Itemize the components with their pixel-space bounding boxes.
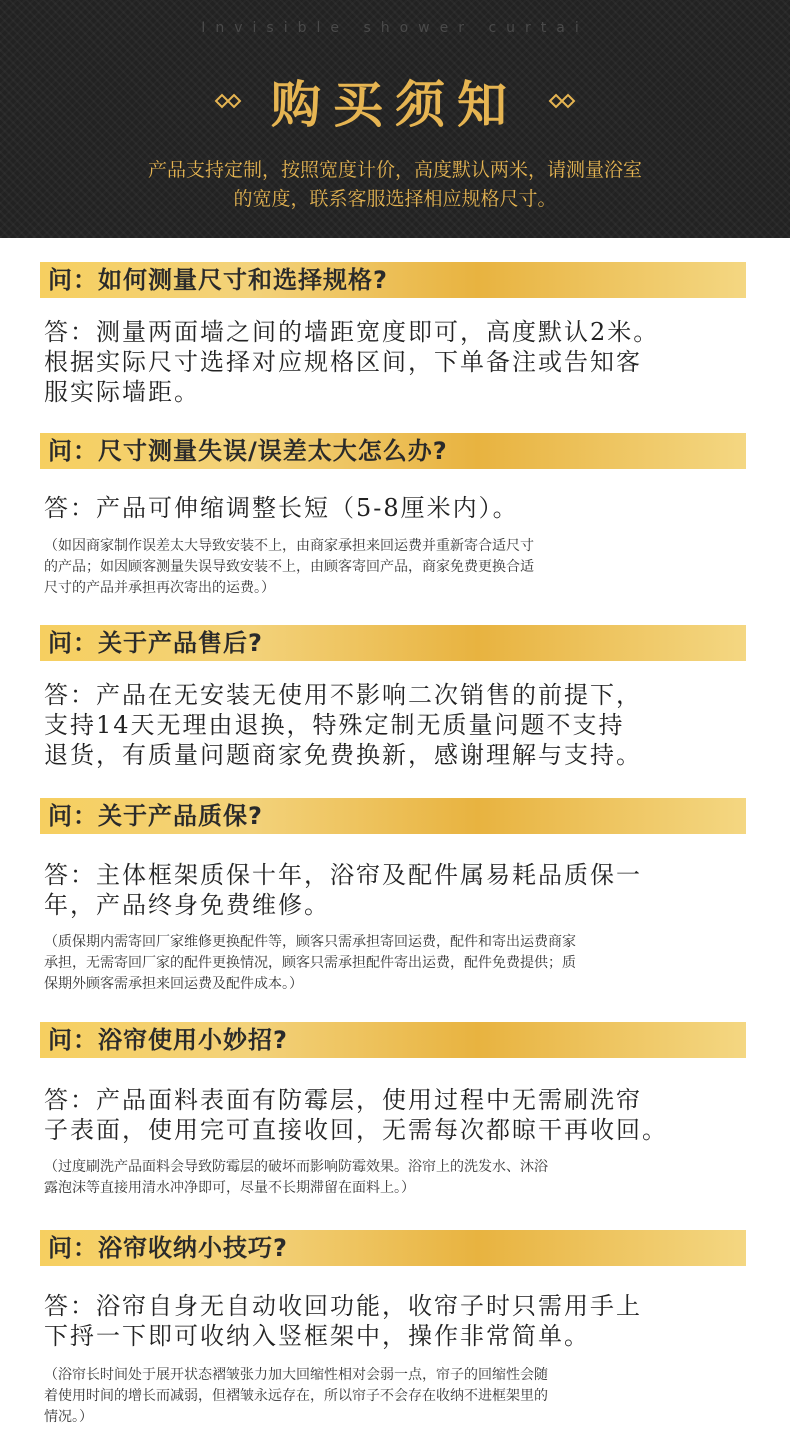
page-title: 购买须知 (271, 75, 519, 134)
answer-text (44, 1085, 764, 1145)
note-line: （如因商家制作误差太大导致安装不上，由商家承担来回运费并重新寄合适尺寸 (44, 538, 534, 554)
answer-line: 答：产品在无安装无使用不影响二次销售的前提下， (44, 681, 642, 709)
english-subtitle: Invisible shower curtai (201, 20, 589, 36)
question-text: 问：如何测量尺寸和选择规格? (48, 266, 388, 294)
note-text (44, 932, 762, 995)
title-row (0, 66, 790, 136)
question-bar (40, 1230, 746, 1266)
answer-line: 子表面，使用完可直接收回，无需每次都晾干再收回。 (44, 1116, 668, 1144)
question-bar (40, 798, 746, 834)
answer-line: 下捋一下即可收纳入竖框架中，操作非常简单。 (44, 1322, 590, 1350)
diamond-ornament-right-icon (543, 90, 577, 112)
header-banner (0, 0, 790, 238)
note-line: 着使用时间的增长而减弱，但褶皱永远存在，所以帘子不会存在收纳不进框架里的 (44, 1388, 548, 1404)
question-text: 问：关于产品质保? (48, 802, 263, 830)
note-line: （质保期内需寄回厂家维修更换配件等，顾客只需承担寄回运费，配件和寄出运费商家 (44, 934, 576, 950)
answer-line: 服实际墙距。 (44, 378, 200, 406)
note-line: 尺寸的产品并承担再次寄出的运费。） (44, 580, 275, 596)
intro-line: 的宽度，联系客服选择相应规格尺寸。 (233, 188, 557, 210)
note-line: 露泡沫等直接用清水冲净即可，尽量不长期滞留在面料上。） (44, 1180, 415, 1196)
diamond-ornament-left-icon (213, 90, 247, 112)
answer-text (44, 860, 764, 920)
intro-text (0, 156, 790, 214)
note-text (44, 1157, 762, 1199)
answer-line: 答：主体框架质保十年，浴帘及配件属易耗品质保一 (44, 861, 642, 889)
note-line: 承担，无需寄回厂家的配件更换情况，顾客只需承担配件寄出运费，配件免费提供；质 (44, 955, 576, 971)
note-line: （浴帘长时间处于展开状态褶皱张力加大回缩性相对会弱一点，帘子的回缩性会随 (44, 1367, 548, 1383)
answer-line: 答：产品面料表面有防霉层，使用过程中无需刷洗帘 (44, 1086, 642, 1114)
answer-line: 答：测量两面墙之间的墙距宽度即可，高度默认2米。 (44, 318, 660, 346)
note-text (44, 1365, 762, 1428)
question-text: 问：浴帘收纳小技巧? (48, 1234, 288, 1262)
question-text: 问：尺寸测量失误/误差太大怎么办? (48, 437, 448, 465)
answer-line: 答：产品可伸缩调整长短（5-8厘米内）。 (44, 494, 519, 522)
note-line: 的产品；如因顾客测量失误导致安装不上，由顾客寄回产品，商家免费更换合适 (44, 559, 534, 575)
question-text: 问：浴帘使用小妙招? (48, 1026, 288, 1054)
question-bar (40, 262, 746, 298)
answer-text (44, 493, 764, 523)
answer-line: 退货，有质量问题商家免费换新，感谢理解与支持。 (44, 741, 642, 769)
question-bar (40, 433, 746, 469)
note-line: 保期外顾客需承担来回运费及配件成本。） (44, 976, 303, 992)
note-line: （过度刷洗产品面料会导致防霉层的破坏而影响防霉效果。浴帘上的洗发水、沐浴 (44, 1159, 548, 1175)
question-bar (40, 1022, 746, 1058)
note-text (44, 536, 762, 599)
question-text: 问：关于产品售后? (48, 629, 263, 657)
answer-line: 答：浴帘自身无自动收回功能，收帘子时只需用手上 (44, 1292, 642, 1320)
answer-line: 支持14天无理由退换，特殊定制无质量问题不支持 (44, 711, 625, 739)
note-line: 情况。） (44, 1409, 93, 1425)
intro-line: 产品支持定制，按照宽度计价，高度默认两米，请测量浴室 (147, 159, 642, 181)
answer-text (44, 1291, 764, 1351)
answer-text (44, 317, 764, 407)
answer-line: 根据实际尺寸选择对应规格区间，下单备注或告知客 (44, 348, 642, 376)
question-bar (40, 625, 746, 661)
answer-line: 年，产品终身免费维修。 (44, 891, 330, 919)
answer-text (44, 680, 764, 770)
